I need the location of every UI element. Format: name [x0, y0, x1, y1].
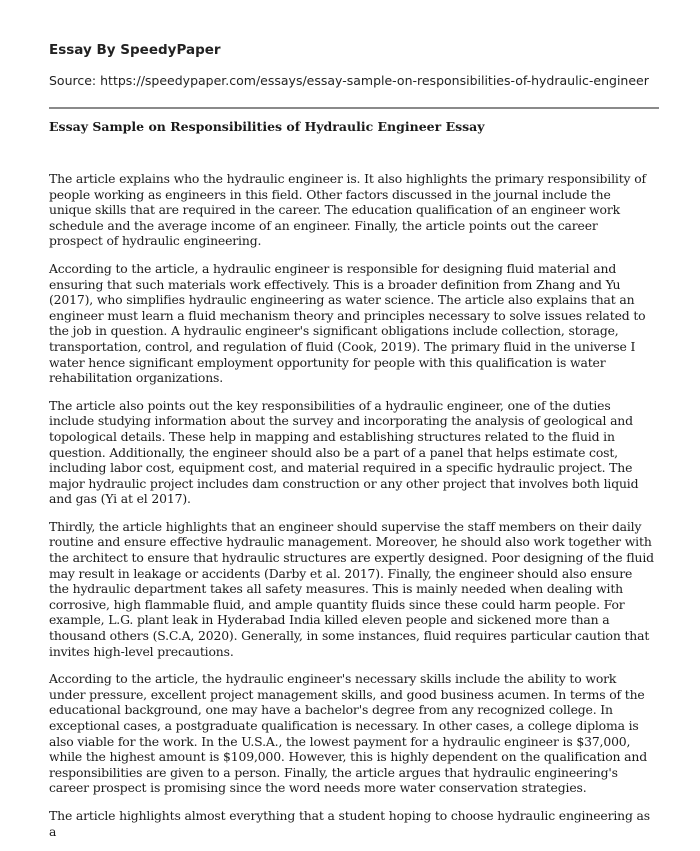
- essay-paragraph: The article also points out the key responsibilities of a hydraulic engineer, one of the duties include studying information about the survey and incorporating the analysis of geological and topological details. These help in mapping and establishing structures related to the fluid in question. Additionally, the engineer should also be a part of a panel that helps estimate cost, including labor cost, equipment cost, and material required in a specific hydraulic project. The major hydraulic project includes dam construction or any other project that involves both liquid and gas (Yi at el 2017).: [49, 397, 639, 507]
- essay-paragraph: According to the article, a hydraulic engineer is responsible for designing fluid material and ensuring that such materials work effectively. This is a broader definition from Zhang and Yu (2017), who simplifies hydraulic engineering as water science. The article also explains that an engineer must learn a fluid mechanism theory and principles necessary to solve issues related to the job in question. A hydraulic engineer's significant obligations include collection, storage, transportation, control, and regulation of fluid (Cook, 2019). The primary fluid in the universe I water hence significant employment opportunity for people with this qualification is water rehabilitation organizations.: [49, 260, 646, 386]
- essay-title: Essay Sample on Responsibilities of Hydraulic Engineer Essay: [49, 119, 485, 134]
- essay-paragraph: According to the article, the hydraulic engineer's necessary skills include the ability to work under pressure, excellent project management skills, and good business acumen. In terms of the educational background, one may have a bachelor's degree from any recognized college. In exceptional cases, a postgraduate qualification is necessary. In other cases, a college diploma is also viable for the work. In the U.S.A., the lowest payment for a hydraulic engineer is $37,000, while the highest amount is $109,000. However, this is highly dependent on the qualification and responsibilities are given to a person. Finally, the article argues that hydraulic engineering's career prospect is promising since the word needs more water conservation strategies.: [49, 671, 648, 796]
- essay-paragraph: Thirdly, the article highlights that an engineer should supervise the staff members on their daily routine and ensure effective hydraulic management. Moreover, he should also work together with the architect to ensure that hydraulic structures are expertly designed. Poor designing of the fluid may result in leakage or accidents (Darby et al. 2017). Finally, the engineer should also ensure the hydraulic department takes all safety measures. This is mainly needed when dealing with corrosive, high flammable fluid, and ample quantity fluids since these could harm people. For example, L.G. plant leak in Hyderabad India killed eleven people and sickened more than a thousand others (S.C.A, 2020). Generally, in some instances, fluid requires particular caution that invites high-level precautions.: [49, 518, 654, 659]
- essay-paragraph: The article explains who the hydraulic engineer is. It also highlights the primary responsibility of people working as engineers in this field. Other factors discussed in the journal include the unique skills that are required in the career. The education qualification of an engineer work schedule and the average income of an engineer. Finally, the article points out the career prospect of hydraulic engineering.: [49, 171, 646, 249]
- source-line: Source: https://speedypaper.com/essays/essay-sample-on-responsibilities-of-hydraulic-engineer: [49, 73, 649, 88]
- header-divider: [49, 107, 659, 109]
- site-title: Essay By SpeedyPaper: [49, 42, 221, 58]
- essay-paragraph: The article highlights almost everything that a student hoping to choose hydraulic engineering as a: [49, 807, 651, 839]
- essay-body: [49, 171, 655, 851]
